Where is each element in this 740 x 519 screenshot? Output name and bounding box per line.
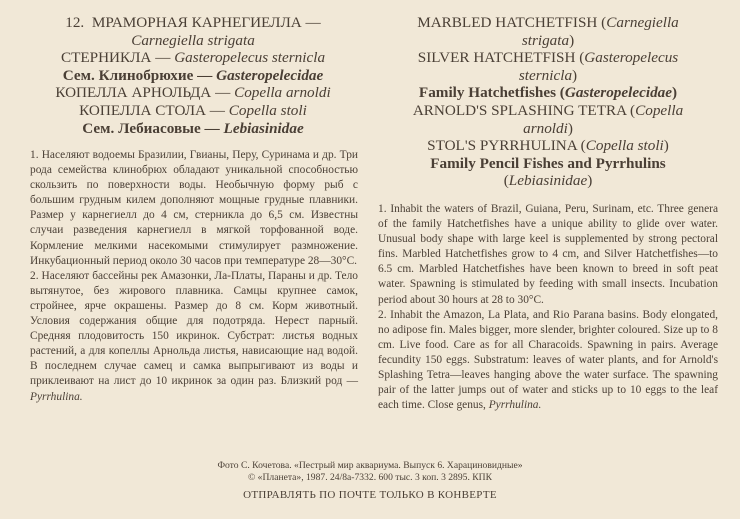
english-description [378,202,718,413]
family-title-line: Family Pencil Fishes and Pyrrhulins [430,154,666,172]
russian-description [30,148,358,405]
species-title-line: Carnegiella strigata [131,31,255,49]
species-title-line: 12. МРАМОРНАЯ КАРНЕГИЕЛЛА — [65,14,321,31]
species-title-line: strigata) [521,31,575,49]
species-title-line: СТЕРНИКЛА — Gasteropelecus sternicla [60,49,326,67]
description-paragraph-2: 2. Населяют бассейны рек Амазонки, Ла-Платы, Параны и др. Тело вытянутое, без жирового плавника. Самцы крупнее самок, стройнее, ярче окрашены. Размер до 8 см. Корм животный. Условия содержания общие для подотряда. Нерест парный. Средняя плодовитость 150 икринок. Субстрат: листья водных растений, а для копеллы Арнольда листья, нависающие над водой. В последнем случае самец и самка выпрыгивают из воды и приклеивают на лист до 10 икринок за один раз. Близкий род — Pyrrhulina. [30,269,358,403]
species-title-line: КОПЕЛЛА СТОЛА — Copella stoli [79,101,307,119]
species-title-line: STOL'S PYRRHULINA (Copella stoli) [427,137,669,155]
publication-credit [0,460,740,484]
description-paragraph-1: 1. Inhabit the waters of Brazil, Guiana, Peru, Surinam, etc. Three genera of the family Hatchetfishes have a unique ability to glide over water. Unusual body shape with large keel is supplemented by strong pectoral fins. Marbled Hatchetfishes grow to 4 cm, and Silver Hatchetfishes—to 6.5 cm. Marbled Hatchetfishes have been known to breed in soft peat water. Spawning is stimulated by feeding with small insects. Incubation period about 30 hours at 28 to 30°C. [378,203,718,306]
species-title-line: sternicla) [518,66,578,84]
species-title-line: (Lebiasinidae) [503,172,593,190]
card-number: 12. [65,14,85,31]
species-title-line: arnoldi) [523,119,573,137]
species-title-line: SILVER HATCHETFISH (Gasteropelecus [417,49,679,67]
family-title-line: Family Hatchetfishes (Gasteropelecidae) [418,84,678,102]
species-title-line: КОПЕЛЛА АРНОЛЬДА — Copella arnoldi [55,84,331,102]
family-title-line: Сем. Лебиасовые — Lebiasinidae [82,119,304,137]
credit-line-2: © «Планета», 1987. 24/8а-7332. 600 тыс. 3 коп. 3 2895. КПК [248,472,492,483]
species-title-line: ARNOLD'S SPLASHING TETRA (Copella [412,101,684,119]
russian-species-titles [28,14,358,137]
family-title-line: Сем. Клинобрюхие — Gasteropelecidae [62,66,324,84]
english-column [378,14,718,412]
description-paragraph-2: 2. Inhabit the Amazon, La Plata, and Rio Parana basins. Body elongated, no adipose fin. Males bigger, more slender, brighter coloured. Size up to 8 cm. Live food. Care as for all Characoids. Spawning in pairs. Average fecundity 150 eggs. Substratum: leaves of water plants, and for Arnold's Splashing Tetra—leaves hanging above the water surface. The spawning pair of the latter jumps out of water and sticks up to 10 eggs to the leaf each time. Close genus, Pyrrhulina. [378,308,718,412]
credit-line-1: Фото С. Кочетова. «Пестрый мир аквариума. Выпуск 6. Харациновидные» [217,460,523,471]
english-species-titles [378,14,718,190]
russian-column [28,14,358,403]
description-paragraph-1: 1. Населяют водоемы Бразилии, Гвианы, Перу, Суринама и др. Три рода семейства клинобрюх обладают уникальной способностью скользить по поверхности воды. Необычную форму рыб с большим грудным килем дополняют мощные грудные плавники. Размер у карнегиелл до 4 см, стерникла до 6,5 см. Известны случаи разведения карнегиелл в мягкой торфованной воде. Кормление мелкими насекомыми стимулирует размножение. Инкубационный период около 30 часов при температуре 28—30°C. [30,149,358,267]
mailing-instruction: ОТПРАВЛЯТЬ ПО ПОЧТЕ ТОЛЬКО В КОНВЕРТЕ [243,489,497,501]
species-title-line: MARBLED HATCHETFISH (Carnegiella [417,14,679,31]
